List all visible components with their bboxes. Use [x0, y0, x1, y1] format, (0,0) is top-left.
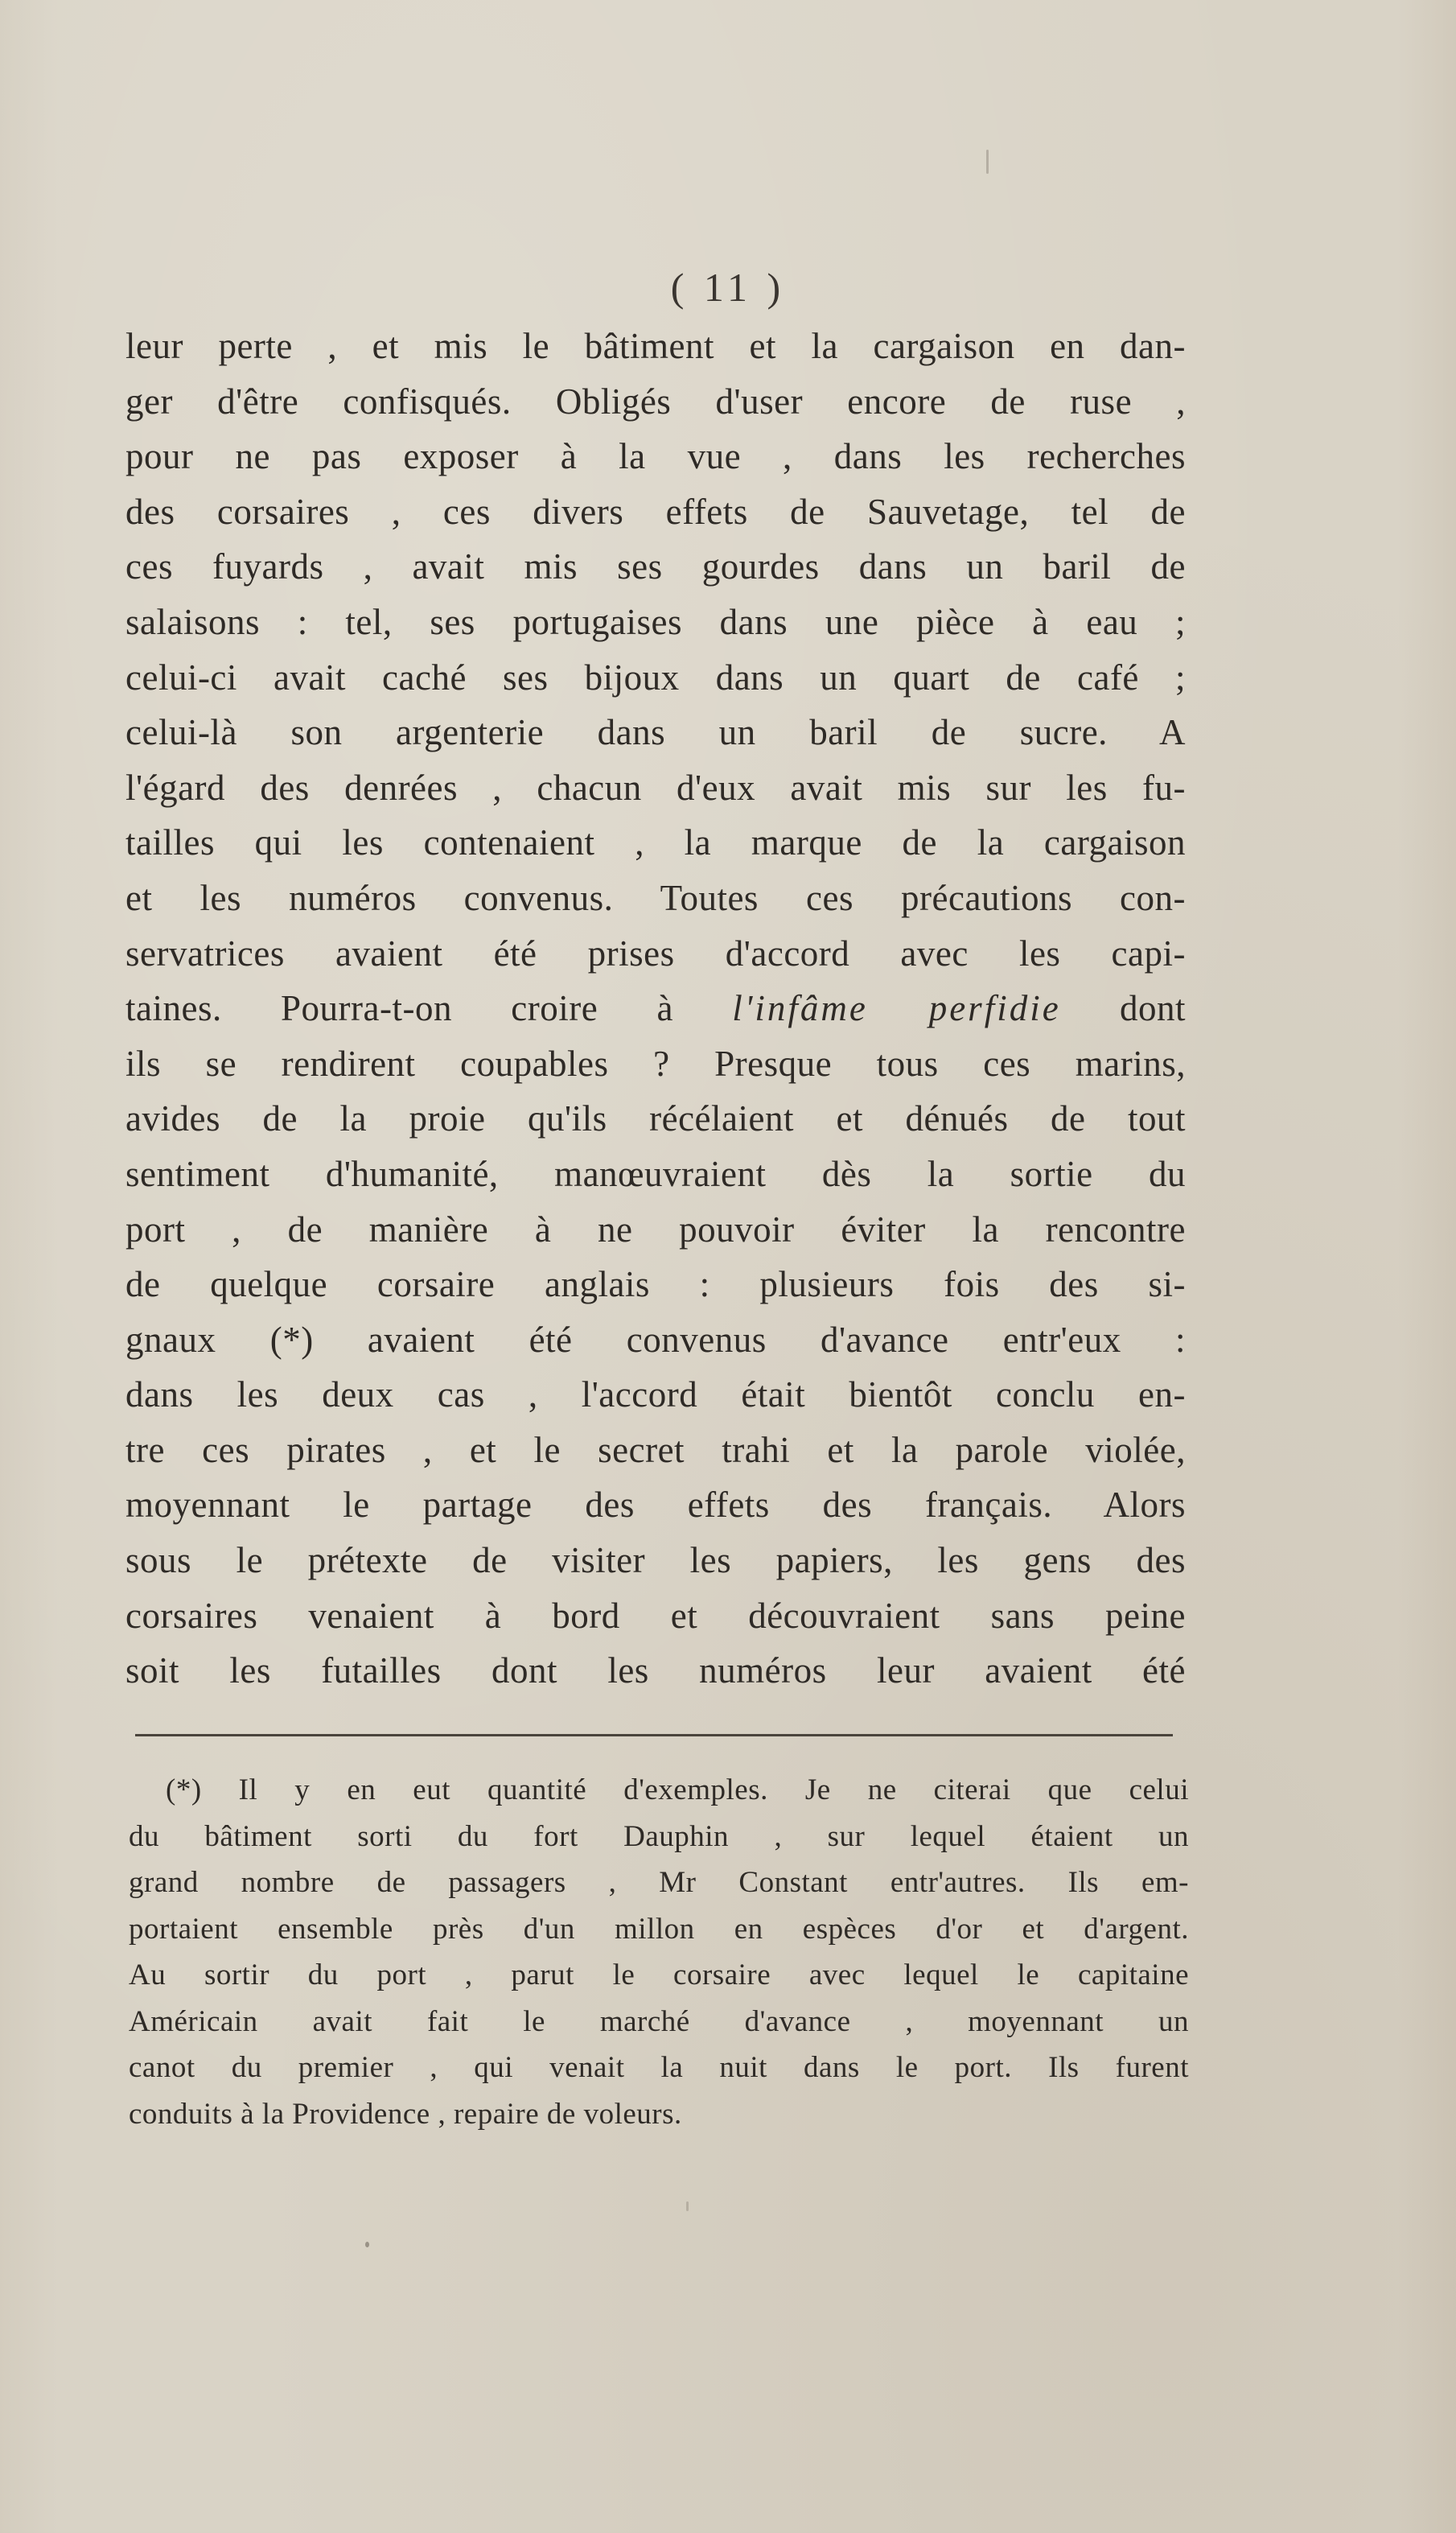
text-line: sentiment d'humanité, manœuvraient dès la sortie du [125, 1153, 1186, 1194]
paper-speck [986, 150, 989, 174]
text-line: dans les deux cas , l'accord était bientôt conclu en- [125, 1374, 1186, 1415]
text-line: servatrices avaient été prises d'accord avec les capi- [125, 933, 1186, 974]
text-line-with-emphasis [125, 981, 1186, 1036]
text-line: leur perte , et mis le bâtiment et la cargaison en dan- [125, 326, 1186, 366]
text-fragment: dont [1120, 988, 1187, 1029]
text-line: corsaires venaient à bord et découvraient sans peine [125, 1595, 1186, 1636]
footnote [129, 1767, 1189, 2137]
footnote-line: grand nombre de passagers , Mr Constant entr'autres. Ils em- [129, 1866, 1189, 1899]
footnote-line: portaient ensemble près d'un millon en espèces d'or et d'argent. [129, 1912, 1189, 1946]
text-line: ger d'être confisqués. Obligés d'user encore de ruse , [125, 381, 1186, 422]
page-number: ( 11 ) [670, 265, 786, 310]
text-line: celui-ci avait caché ses bijoux dans un quart de café ; [125, 657, 1186, 698]
text-line: moyennant le partage des effets des français. Alors [125, 1485, 1186, 1526]
text-line: l'égard des denrées , chacun d'eux avait mis sur les fu- [125, 767, 1186, 808]
footnote-line: Au sortir du port , parut le corsaire avec lequel le capitaine [129, 1958, 1189, 1991]
paper-speck [686, 2201, 689, 2211]
text-line: salaisons : tel, ses portugaises dans une pièce à eau ; [125, 601, 1186, 642]
text-line: gnaux (*) avaient été convenus d'avance entr'eux : [125, 1319, 1186, 1360]
footnote-line: du bâtiment sorti du fort Dauphin , sur lequel étaient un [129, 1819, 1189, 1853]
text-line: port , de manière à ne pouvoir éviter la rencontre [125, 1209, 1186, 1250]
footnote-line: canot du premier , qui venait la nuit dans le port. Ils furent [129, 2051, 1189, 2084]
main-text-body [125, 319, 1186, 1699]
text-line: sous le prétexte de visiter les papiers, les gens des [125, 1540, 1186, 1581]
footnote-divider [135, 1734, 1173, 1736]
text-line: tre ces pirates , et le secret trahi et la parole violée, [125, 1429, 1186, 1470]
text-fragment: taines. Pourra-t-on croire à [125, 988, 673, 1029]
emphasis-text: l'infâme perfidie [732, 988, 1061, 1029]
text-line: celui-là son argenterie dans un baril de sucre. A [125, 712, 1186, 753]
text-line: de quelque corsaire anglais : plusieurs fois des si- [125, 1264, 1186, 1305]
paper-speck [365, 2242, 369, 2247]
text-line: avides de la proie qu'ils récélaient et dénués de tout [125, 1098, 1186, 1139]
text-line: et les numéros convenus. Toutes ces précautions con- [125, 877, 1186, 918]
text-line: ils se rendirent coupables ? Presque tous ces marins, [125, 1043, 1186, 1084]
text-line: soit les futailles dont les numéros leur avaient été [125, 1650, 1186, 1691]
text-line: tailles qui les contenaient , la marque de la cargaison [125, 822, 1186, 863]
text-line: ces fuyards , avait mis ses gourdes dans un baril de [125, 546, 1186, 587]
footnote-line: Américain avait fait le marché d'avance , moyennant un [129, 2004, 1189, 2038]
text-line: pour ne pas exposer à la vue , dans les recherches [125, 436, 1186, 477]
text-line: des corsaires , ces divers effets de Sauvetage, tel de [125, 491, 1186, 532]
footnote-line: conduits à la Providence , repaire de voleurs. [129, 2097, 682, 2131]
footnote-line: (*) Il y en eut quantité d'exemples. Je ne citerai que celui [166, 1773, 1189, 1806]
